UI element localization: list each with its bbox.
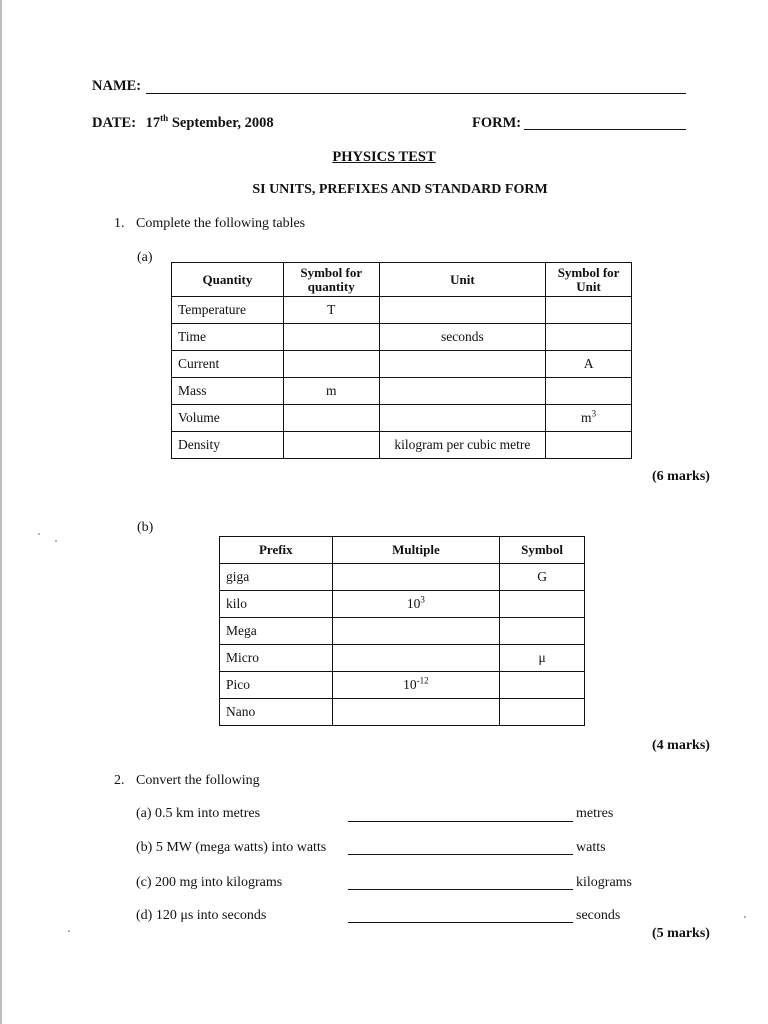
table-row: [220, 699, 585, 726]
table-a-header: Quantity: [172, 263, 284, 297]
table-cell[interactable]: [500, 591, 585, 618]
q1-text: Complete the following tables: [136, 216, 306, 231]
table-cell[interactable]: [379, 351, 545, 378]
table-cell[interactable]: [332, 672, 499, 699]
table-si-quantities: [171, 262, 632, 459]
q2-number: 2.: [114, 773, 125, 788]
table-cell: Current: [172, 351, 284, 378]
table-cell: Volume: [172, 405, 284, 432]
table-row: [172, 297, 632, 324]
table-prefixes: [219, 536, 585, 726]
page-subtitle: SI UNITS, PREFIXES AND STANDARD FORM: [252, 182, 548, 197]
marks-b: (4 marks): [652, 738, 710, 753]
pico-multiple-exponent: -12: [416, 675, 429, 686]
name-label: NAME:: [92, 78, 142, 94]
table-a-header: Unit: [379, 263, 545, 297]
table-cell: giga: [220, 564, 333, 591]
q2-item-unit: kilograms: [576, 875, 632, 890]
table-cell[interactable]: [379, 378, 545, 405]
table-cell[interactable]: [500, 699, 585, 726]
scan-speck: [55, 540, 57, 542]
name-line: [146, 93, 686, 94]
q1-part-b-label: (b): [137, 520, 154, 535]
table-cell[interactable]: [500, 672, 585, 699]
date-line-text: [92, 115, 274, 132]
answer-line[interactable]: [348, 922, 573, 923]
marks-a: (6 marks): [652, 469, 710, 484]
kilo-multiple-exponent: 3: [420, 594, 425, 605]
form-line: [524, 129, 686, 130]
scan-speck: [744, 916, 746, 918]
table-cell[interactable]: seconds: [379, 324, 545, 351]
table-cell[interactable]: T: [283, 297, 379, 324]
table-a-header-row: [172, 263, 632, 297]
table-row: [172, 351, 632, 378]
form-label: FORM:: [472, 115, 522, 131]
scan-speck: [38, 533, 40, 535]
table-cell: Mass: [172, 378, 284, 405]
table-b-header: Symbol: [500, 537, 585, 564]
table-cell[interactable]: m: [283, 378, 379, 405]
q1-part-a-label: (a): [137, 250, 153, 265]
table-row: [220, 564, 585, 591]
table-a-header: Symbol for Unit: [546, 263, 632, 297]
table-row: [172, 432, 632, 459]
answer-line[interactable]: [348, 854, 573, 855]
table-b-header: Multiple: [332, 537, 499, 564]
table-cell[interactable]: [283, 351, 379, 378]
table-cell[interactable]: [546, 297, 632, 324]
date-day: 17: [145, 115, 161, 131]
table-cell: Time: [172, 324, 284, 351]
volume-unit-exponent: 3: [591, 408, 597, 419]
table-cell: Micro: [220, 645, 333, 672]
q2-item-label: (c) 200 mg into kilograms: [136, 875, 283, 890]
q2-item-unit: metres: [576, 806, 614, 821]
table-cell[interactable]: kilogram per cubic metre: [379, 432, 545, 459]
marks-q2: (5 marks): [652, 926, 710, 941]
table-cell[interactable]: [546, 432, 632, 459]
page-title: PHYSICS TEST: [332, 149, 436, 165]
date-rest: September, 2008: [171, 115, 274, 131]
volume-unit-base: m: [581, 410, 592, 425]
q1-number: 1.: [114, 216, 125, 231]
table-cell[interactable]: [546, 324, 632, 351]
table-cell: Pico: [220, 672, 333, 699]
answer-line[interactable]: [348, 889, 573, 890]
kilo-multiple-base: 10: [406, 596, 421, 611]
table-cell: Nano: [220, 699, 333, 726]
table-a-header: Symbol for quantity: [283, 263, 379, 297]
q2-item-label: (b) 5 MW (mega watts) into watts: [136, 840, 327, 855]
date-label: DATE:: [92, 115, 137, 131]
q2-text: Convert the following: [136, 773, 260, 788]
table-cell[interactable]: [500, 618, 585, 645]
table-b-header: Prefix: [220, 537, 333, 564]
date-suffix: th: [160, 113, 169, 124]
table-cell: kilo: [220, 591, 333, 618]
table-cell: Mega: [220, 618, 333, 645]
table-row: [220, 672, 585, 699]
table-cell[interactable]: [546, 378, 632, 405]
table-row: [220, 618, 585, 645]
table-cell[interactable]: [332, 699, 499, 726]
table-cell[interactable]: [283, 432, 379, 459]
table-cell[interactable]: A: [546, 351, 632, 378]
table-cell[interactable]: [332, 645, 499, 672]
answer-line[interactable]: [348, 821, 573, 822]
table-cell[interactable]: [283, 324, 379, 351]
table-cell: Density: [172, 432, 284, 459]
table-row: [172, 378, 632, 405]
table-row: [172, 324, 632, 351]
q2-item-unit: seconds: [576, 908, 621, 923]
table-cell: Temperature: [172, 297, 284, 324]
scan-speck: [68, 930, 70, 932]
table-cell[interactable]: [379, 297, 545, 324]
table-cell[interactable]: [379, 405, 545, 432]
table-cell[interactable]: μ: [500, 645, 585, 672]
table-row: [172, 405, 632, 432]
table-cell[interactable]: G: [500, 564, 585, 591]
pico-multiple-base: 10: [403, 677, 417, 692]
q2-item-unit: watts: [576, 840, 606, 855]
table-cell[interactable]: [546, 405, 632, 432]
table-row: [220, 591, 585, 618]
table-b-header-row: [220, 537, 585, 564]
q2-item-label: (a) 0.5 km into metres: [136, 806, 261, 821]
table-cell[interactable]: [332, 591, 499, 618]
q2-item-label: (d) 120 μs into seconds: [136, 908, 267, 923]
table-cell[interactable]: [283, 405, 379, 432]
table-cell[interactable]: [332, 618, 499, 645]
table-cell[interactable]: [332, 564, 499, 591]
table-row: [220, 645, 585, 672]
